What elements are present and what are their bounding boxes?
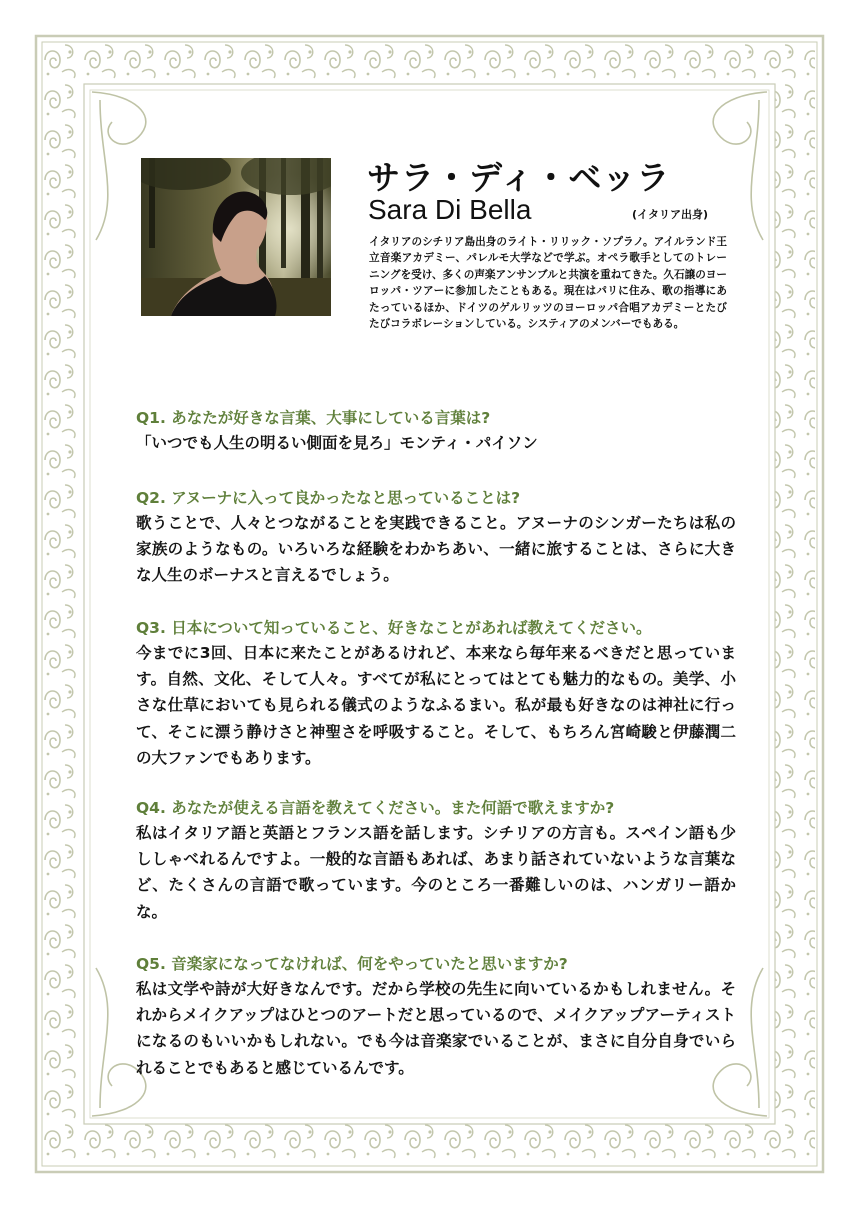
answer-2: 歌うことで、人々とつながることを実践できること。アヌーナのシンガーたちは私の家族のようなもの。いろいろな経験をわかちあい、一緒に旅することは、さらに大きな人生のボーナスと言えるでしょう。 [136,514,736,585]
question-2: Q2. アヌーナに入って良かったなと思っていることは? [136,489,521,507]
question-1: Q1. あなたが好きな言葉、大事にしている言葉は? [136,409,491,427]
biography: イタリアのシチリア島出身のライト・リリック・ソプラノ。アイルランド王立音楽アカデミー、パレルモ大学などで学ぶ。オペラ歌手としてのトレーニングを受け、多くの声楽アンサンブルと共演を重ねてきた。久石譲のヨーロッパ・ツアーに参加したこともある。現在はパリに住み、歌の指導にあたっているほか、ドイツのゲルリッツのヨーロッパ合唱アカデミーとたびたびコラボレーションしている。システィアのメンバーでもある。 [369,236,727,331]
name-japanese: サラ・ディ・ベッラ [367,158,671,197]
portrait-photo [141,158,331,316]
question-3: Q3. 日本について知っていること、好きなことがあれば教えてください。 [136,619,652,637]
answer-3: 今までに3回、日本に来たことがあるけれど、本来なら毎年来るべきだと思っています。自然、文化、そして人々。すべてが私にとってはとても魅力的なもの。美学、小さな仕草においても見られる儀式のようなふるまい。私が最も好きなのは神社に行って、そこに漂う静けさと神聖さを呼吸すること。そして、もちろん宮崎駿と伊藤潤二の大ファンでもあります。 [136,644,736,767]
origin-label: (イタリア出身) [632,208,709,221]
question-5: Q5. 音楽家になってなければ、何をやっていたと思いますか? [136,955,568,973]
answer-5: 私は文学や詩が大好きなんです。だから学校の先生に向いているかもしれません。それからメイクアップはひとつのアートだと思っているので、メイクアップアーティストになるのもいいかもしれない。でも今は音楽家でいることが、まさに自分自身でいられることでもあると感じているんです。 [136,980,736,1077]
qa-item-4 [136,796,736,925]
answer-4: 私はイタリア語と英語とフランス語を話します。シチリアの方言も。スペイン語も少ししゃべれるんですよ。一般的な言語もあれば、あまり話されていないような言葉など、たくさんの言語で歌っています。今のところ一番難しいのは、ハンガリー語かな。 [136,824,736,921]
answer-1: 「いつでも人生の明るい側面を見ろ」モンティ・パイソン [136,434,538,452]
qa-item-1 [136,406,736,456]
question-4: Q4. あなたが使える言語を教えてください。また何語で歌えますか? [136,799,615,817]
qa-item-3 [136,616,736,771]
qa-item-2 [136,486,736,589]
qa-item-5 [136,952,736,1081]
name-english: Sara Di Bella [368,194,532,225]
